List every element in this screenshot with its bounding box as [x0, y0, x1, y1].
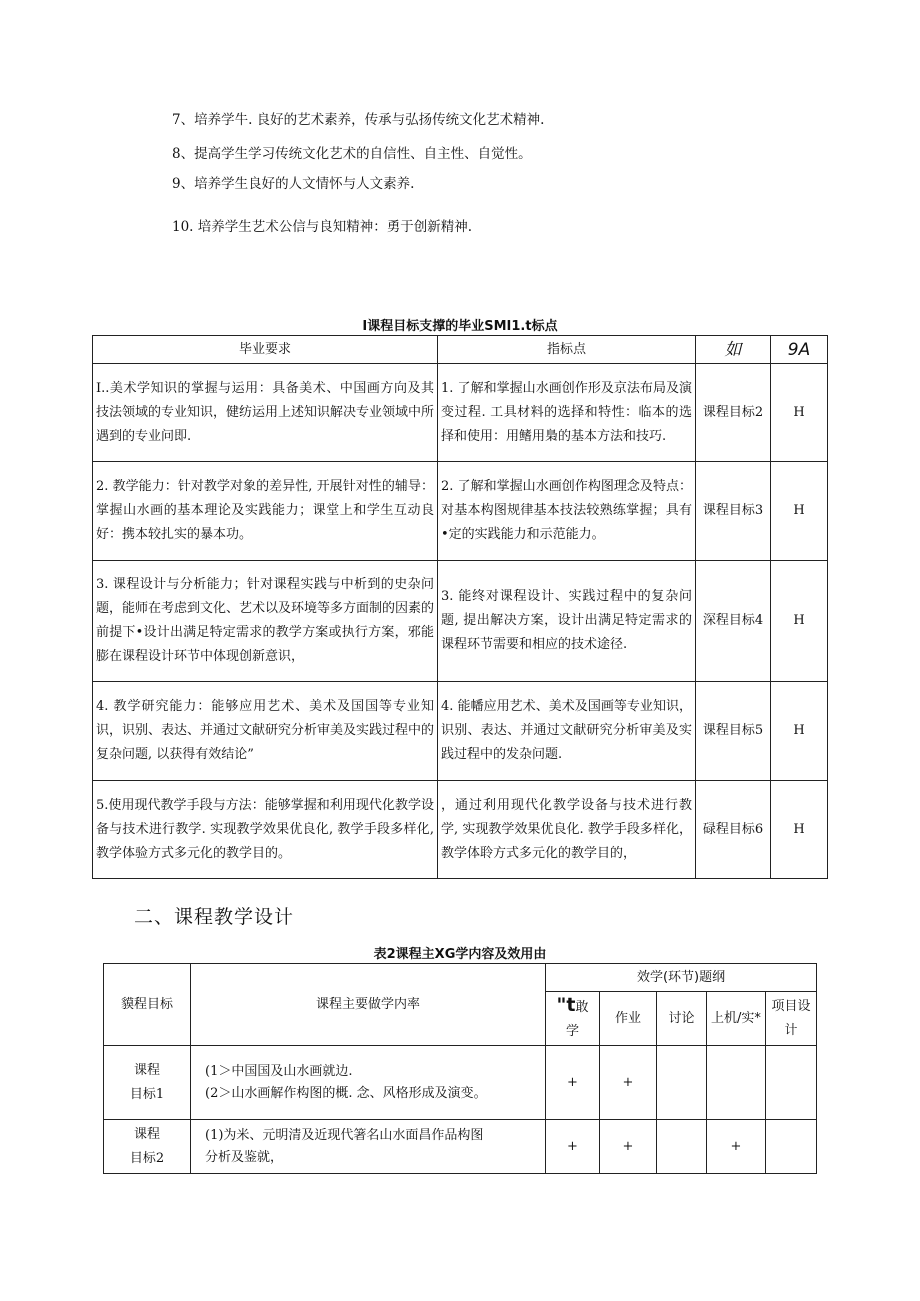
- lecture-cell: +: [546, 1046, 600, 1120]
- content-line: (2＞山水画解作构图的概. 念、风格形成及演变。: [205, 1085, 487, 1101]
- table-header-row: [93, 336, 828, 364]
- target-cell: 课程目标3: [696, 462, 771, 561]
- requirement-cell: 3. 课程设计与分析能力；针对课程实践与中析到的史杂问题，能师在考虑到文化、艺术以及环境等多方面制的因素的前提下•设计出满足特定需求的教学方案或执行方案，邪能膨在课程设计环节中体现创新意识，: [93, 561, 438, 682]
- target-label-a: 课程: [133, 1062, 160, 1078]
- target-label-a: 课程: [133, 1126, 160, 1142]
- lecture-label-b: 学: [565, 1024, 579, 1039]
- homework-cell: +: [600, 1120, 657, 1174]
- indicator-cell: ，通过利用现代化教学设备与技术进行教学, 实现教学效果优良化. 教学手段多样化，教学体聆方式多元化的教学目的，: [438, 781, 696, 879]
- requirement-cell: 5.使用现代教学手段与方法：能够掌握和利用现代化教学设备与技术进行教学. 实现教学效果优良化, 教学手段多样化, 教学体验方式多元化的教学目的。: [93, 781, 438, 879]
- table-row: [93, 561, 828, 682]
- content-cell: [191, 1046, 546, 1120]
- table-row: [93, 364, 828, 462]
- lab-cell: [707, 1046, 766, 1120]
- lecture-label-a: 敢: [575, 1000, 589, 1015]
- discussion-cell: [657, 1046, 707, 1120]
- project-cell: [766, 1046, 817, 1120]
- header-requirement: 毕业要求: [93, 336, 438, 364]
- target-label-b: 目标1: [129, 1086, 165, 1102]
- list-item: 9、培养学生良好的人文情怀与人文素养.: [172, 176, 415, 192]
- header-indicator: 指标点: [438, 336, 696, 364]
- content-line: (1＞中国国及山水画就边.: [205, 1063, 353, 1079]
- project-label-b: 计: [784, 1022, 798, 1038]
- indicator-cell: 3. 能终对课程设计、实践过程中的复杂问题, 提出解决方案，设计出满足特定需求的课程环节需要和相应的技术途径.: [438, 561, 696, 682]
- list-item: 7、培养学牛. 良好的艺术素养，传承与弘扬传统文化艺术精神.: [172, 112, 545, 128]
- level-cell: H: [771, 462, 828, 561]
- header-teaching-methods: 效学(环节)题纲: [546, 964, 817, 992]
- content-line: (1)为米、元明清及近现代箸名山水面昌作品构图: [205, 1127, 484, 1143]
- indicator-cell: 1. 了解和掌握山水画创作形及京法布局及演变过程. 工具材料的选择和特性：临本的选择和使用：用鳍用梟的基本方法和技巧.: [438, 364, 696, 462]
- target-cell: 课程目标2: [696, 364, 771, 462]
- content-line: 分析及鉴就，: [205, 1149, 284, 1165]
- table-row: [93, 781, 828, 879]
- table1-caption: I课程目标支撑的毕业SMI1.t标点: [362, 319, 558, 334]
- target-cell: [104, 1120, 191, 1174]
- table-row: [93, 682, 828, 781]
- table-row: [104, 1046, 817, 1120]
- header-level: 9A: [771, 336, 828, 364]
- level-cell: H: [771, 364, 828, 462]
- header-discussion: 讨论: [657, 992, 707, 1046]
- lab-cell: +: [707, 1120, 766, 1174]
- header-homework: 作业: [600, 992, 657, 1046]
- target-cell: [104, 1046, 191, 1120]
- target-cell: 深程目标4: [696, 561, 771, 682]
- table2-caption: 表2课程主XG学内容及效用由: [373, 947, 547, 962]
- indicator-cell: 2. 了解和掌握山水画创作构图理念及特点：对基本构图规律基本技法较熟练掌握；具有•定的实践能力和示范能力。: [438, 462, 696, 561]
- section-title: 二、课程教学设计: [134, 906, 295, 928]
- header-target: 如: [696, 336, 771, 364]
- homework-cell: +: [600, 1046, 657, 1120]
- indicator-cell: 4. 能幡应用艺术、美术及国画等专业知识，识别、表达、并通过文献研究分析审美及实践过程中的发杂问题.: [438, 682, 696, 781]
- list-item: 10. 培养学生艺术公信与良知精神：勇于创新精神.: [172, 219, 473, 235]
- lecture-mark: "t: [556, 994, 576, 1016]
- project-cell: [766, 1120, 817, 1174]
- table-header-row: [104, 964, 817, 992]
- table-row: [93, 462, 828, 561]
- header-course-content: 课程主要做学内率: [191, 964, 546, 1046]
- content-cell: [191, 1120, 546, 1174]
- requirement-cell: I..美术学知识的掌握与运用：具备美术、中国画方向及其技法领域的专业知识，健纺运用上述知识解决专业领域中所遇到的专业问即.: [93, 364, 438, 462]
- list-item: 8、提高学生学习传统文化艺术的自信性、自主性、自觉性。: [172, 146, 532, 162]
- requirement-cell: 2. 教学能力：针对教学对象的差异性, 开展针对性的辅导：掌握山水画的基本理论及实践能力；课堂上和学生互动良好：携本较扎实的暴本功。: [93, 462, 438, 561]
- header-lab: 上机/实*: [707, 992, 766, 1046]
- level-cell: H: [771, 682, 828, 781]
- header-lecture: [546, 992, 600, 1046]
- lecture-cell: +: [546, 1120, 600, 1174]
- graduation-requirements-table: [92, 335, 828, 879]
- header-project: [766, 992, 817, 1046]
- target-cell: 碌程目标6: [696, 781, 771, 879]
- level-cell: H: [771, 561, 828, 682]
- discussion-cell: [657, 1120, 707, 1174]
- level-cell: H: [771, 781, 828, 879]
- target-label-b: 目标2: [129, 1150, 165, 1166]
- table-row: [104, 1120, 817, 1174]
- header-course-target: 貘程目标: [104, 964, 191, 1046]
- teaching-content-table: [103, 963, 817, 1174]
- project-label-a: 项目设: [771, 998, 811, 1014]
- requirement-cell: 4. 教学研究能力：能够应用艺术、美术及国国等专业知识，识别、表达、并通过文献研究分析审美及实践过程中的复杂问题, 以获得有效结论”: [93, 682, 438, 781]
- target-cell: 课程目标5: [696, 682, 771, 781]
